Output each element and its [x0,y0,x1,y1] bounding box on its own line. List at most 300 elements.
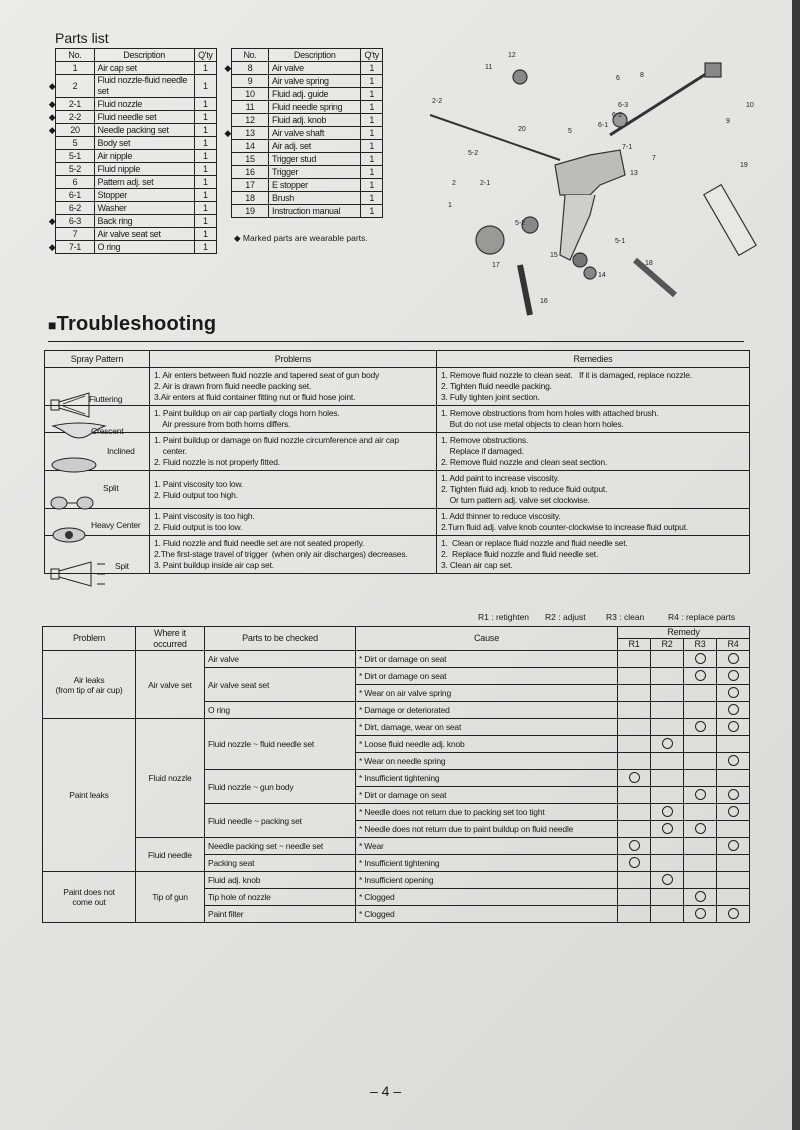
problem-line: 1. Paint viscosity too low. [154,478,244,489]
col-qty: Q'ty [194,49,216,62]
part-description: Fluid nozzle-fluid needle set [94,75,194,98]
remedy-line: Replace if damaged. [441,446,524,456]
parts-row [45,137,217,150]
spray-pattern-cell [45,368,150,406]
remedy-line: 1. Clean or replace fluid nozzle and fluid needle set. [441,538,628,548]
col-no: No. [232,49,269,62]
diagram-callout: 6 [616,75,620,82]
wearable-mark [221,140,232,153]
parts-row [221,205,383,218]
diagram-callout: 13 [630,170,638,177]
parts-row [45,75,217,98]
remedy-r4-cell [717,651,750,668]
problem-line: 3.Air enters at fluid container fitting nut or fluid hose joint. [154,392,356,402]
air-cap-shape [476,226,504,254]
remedy-r1-cell [618,804,651,821]
remedy-circle-icon [662,823,673,834]
part-description: Fluid adj. guide [269,88,361,101]
remedy-r1-cell [618,872,651,889]
part-no: 2 [56,75,94,98]
remedy-r3-cell [684,685,717,702]
spray-pattern-header: Spray Pattern [45,351,150,368]
remedies-cell [437,471,750,509]
parts-row [221,101,383,114]
part-cell: Air valve seat set [205,668,356,702]
wearable-mark [45,176,56,189]
wearable-mark: ◆ [224,127,231,138]
remedy-circle-icon [695,908,706,919]
parts-row [45,228,217,241]
page-edge-shadow [792,0,800,1130]
part-description: Fluid needle spring [269,101,361,114]
wearable-mark [45,189,56,202]
part-description: Brush [269,192,361,205]
remedy-r4-cell [717,770,750,787]
cause-cell: * Dirt or damage on seat [356,668,618,685]
remedy-circle-icon [662,806,673,817]
part-qty: 1 [361,205,383,218]
remedy-r1-cell [618,770,651,787]
cause-row [43,651,750,668]
problems-header: Problems [150,351,437,368]
part-description: Air cap set [94,62,194,75]
remedy-r1-cell [618,787,651,804]
cause-cell: * Needle does not return due to paint buildup on fluid needle [356,821,618,838]
wearable-mark [221,88,232,101]
cause-cell: * Insufficient opening [356,872,618,889]
parts-row [221,140,383,153]
remedies-cell [437,406,750,433]
wearable-mark: ◆ [48,241,56,252]
part-no: 6-3 [56,215,94,228]
diagram-callout: 10 [746,102,754,109]
part-no: 15 [232,153,269,166]
remedy-r4-cell [717,906,750,923]
r1-header: R1 [618,639,651,651]
part-no: 13 [232,127,269,140]
part-description: Back ring [94,215,194,228]
remedy-r1-cell [618,838,651,855]
diagram-callout: 14 [598,272,606,279]
part-qty: 1 [194,62,216,75]
remedy-r3-cell [684,651,717,668]
part-qty: 1 [194,189,216,202]
part-description: Fluid nipple [94,163,194,176]
remedy-r3-cell [684,702,717,719]
parts-row [221,179,383,192]
remedy-r4-cell [717,838,750,855]
remedy-r1-cell [618,855,651,872]
remedy-r2-cell [651,702,684,719]
diagram-callout: 17 [492,262,500,269]
remedy-r2-cell [651,821,684,838]
nipple-shape [573,253,587,267]
remedy-circle-icon [629,840,640,851]
brush-shape [635,260,675,295]
diagram-callout: 6-1 [598,122,609,129]
legend-r1: R1 : retighten [478,612,530,622]
spray-row [45,433,750,471]
remedy-r3-cell [684,906,717,923]
remedy-circle-icon [728,721,739,732]
wearable-mark [221,166,232,179]
cause-cell: * Loose fluid needle adj. knob [356,736,618,753]
diagram-callout: 5-1 [615,238,626,245]
parts-row [221,75,383,88]
gun-handle-shape [560,195,595,260]
part-cell: Fluid nozzle ~ gun body [205,770,356,804]
parts-row [45,150,217,163]
spray-pattern-table [44,350,750,574]
part-description: Trigger [269,166,361,179]
wearable-mark [45,202,56,215]
spray-row [45,509,750,536]
troubleshooting-table [42,626,750,923]
problem-line: 2.The first-stage travel of trigger (when only air discharges) decreases. [154,549,408,559]
remedy-r1-cell [618,651,651,668]
part-qty: 1 [361,75,383,88]
wearable-mark [45,137,56,150]
remedy-circle-icon [728,704,739,715]
remedy-r3-cell [684,736,717,753]
spray-row [45,368,750,406]
problem-cell: Paint leaks [43,719,136,872]
remedy-r1-cell [618,668,651,685]
wearable-mark [45,163,56,176]
part-qty: 1 [194,228,216,241]
wearable-parts-note: ◆ Marked parts are wearable parts. [234,233,368,243]
part-description: Needle packing set [94,124,194,137]
diagram-callout: 1 [448,202,452,209]
wearable-mark [221,205,232,218]
cause-cell: * Insufficient tightening [356,770,618,787]
remedy-line: 1. Add paint to increase viscosity. [441,473,560,483]
rear-shaft-shape [610,65,720,135]
part-cell: Fluid nozzle ~ fluid needle set [205,719,356,770]
remedy-r3-cell [684,787,717,804]
legend-r2: R2 : adjust [545,612,586,622]
spray-pattern-cell [45,433,150,471]
problem-line: 2. Air is drawn from fluid needle packing set. [154,381,312,391]
troubleshooting-title: ■Troubleshooting [48,313,217,335]
problem-line: 2. Fluid output is too low. [154,522,243,532]
remedy-circle-icon [695,721,706,732]
remedies-cell [437,368,750,406]
remedy-circle-icon [695,670,706,681]
remedies-header: Remedies [437,351,750,368]
part-description: Body set [94,137,194,150]
parts-row [221,166,383,179]
remedies-cell [437,433,750,471]
parts-row [45,111,217,124]
remedy-line: 2. Replace fluid nozzle and fluid needle set. [441,549,599,559]
remedy-circle-icon [728,670,739,681]
remedy-circle-icon [728,908,739,919]
problems-cell [150,368,437,406]
remedy-circle-icon [728,806,739,817]
remedy-r4-cell [717,736,750,753]
part-description: Fluid nozzle [94,98,194,111]
spray-row [45,471,750,509]
remedy-line: 1. Add thinner to reduce viscosity. [441,511,561,521]
problem-line: 1. Paint viscosity is too high. [154,511,255,521]
remedy-r2-cell [651,651,684,668]
parts-row [221,127,383,140]
part-no: 5-2 [56,163,94,176]
parts-row [45,215,217,228]
wearable-mark: ◆ [224,62,231,73]
remedy-circle-icon [629,772,640,783]
part-no: 1 [56,62,94,75]
cause-cell: * Dirt or damage on seat [356,787,618,804]
parts-row [45,62,217,75]
remedy-line: Or turn pattern adj. valve set clockwise. [441,495,590,505]
part-description: Air valve [269,62,361,75]
remedy-circle-icon [728,840,739,851]
remedy-r1-cell [618,906,651,923]
remedy-circle-icon [662,738,673,749]
remedy-r1-cell [618,685,651,702]
cause-cell: * Wear on air valve spring [356,685,618,702]
part-no: 11 [232,101,269,114]
diagram-callout: 19 [740,162,748,169]
diagram-callout: 2-1 [480,180,491,187]
part-qty: 1 [194,98,216,111]
part-no: 2-1 [56,98,94,111]
part-description: Instruction manual [269,205,361,218]
part-no: 17 [232,179,269,192]
cause-row [43,872,750,889]
remedy-r4-cell [717,889,750,906]
remedy-r2-cell [651,719,684,736]
where-cell: Fluid nozzle [136,719,205,838]
col-description: Description [94,49,194,62]
remedy-line: 3. Clean air cap set. [441,560,513,570]
part-no: 5 [56,137,94,150]
wearable-mark [221,75,232,88]
remedy-r2-cell [651,770,684,787]
wearable-mark [221,101,232,114]
part-cell: Fluid needle ~ packing set [205,804,356,838]
part-no: 2-2 [56,111,94,124]
part-no: 16 [232,166,269,179]
remedy-r1-cell [618,889,651,906]
remedy-r2-cell [651,736,684,753]
problem-header: Problem [43,627,136,651]
part-no: 7 [56,228,94,241]
part-qty: 1 [361,192,383,205]
part-description: Air nipple [94,150,194,163]
parts-list-title: Parts list [55,30,109,46]
part-qty: 1 [361,166,383,179]
part-description: Stopper [94,189,194,202]
part-description: Trigger stud [269,153,361,166]
problem-line: 1. Paint buildup on air cap partially clogs horn holes. [154,408,340,418]
parts-row [45,163,217,176]
remedy-r1-cell [618,702,651,719]
parts-row [45,124,217,137]
remedy-r4-cell [717,855,750,872]
part-no: 14 [232,140,269,153]
remedy-circle-icon [728,687,739,698]
trigger-shape [520,265,530,315]
remedy-line: 3. Fully tighten joint section. [441,392,540,402]
remedy-r3-cell [684,872,717,889]
wearable-mark [45,228,56,241]
problems-cell [150,509,437,536]
remedy-r3-cell [684,804,717,821]
part-qty: 1 [194,163,216,176]
col-no: No. [56,49,94,62]
problem-line: Air pressure from both horns differs. [154,419,291,429]
diagram-callout: 15 [550,252,558,259]
cause-cell: * Wear [356,838,618,855]
remedy-circle-icon [695,653,706,664]
remedies-cell [437,536,750,574]
spray-row [45,406,750,433]
wearable-mark [221,114,232,127]
cause-cell: * Needle does not return due to packing set too tight [356,804,618,821]
remedy-r1-cell [618,821,651,838]
spray-pattern-cell [45,509,150,536]
pattern-name: Heavy Center [91,520,141,530]
part-description: Air valve shaft [269,127,361,140]
problem-line: 3. Paint buildup inside air cap set. [154,560,274,570]
parts-row [45,98,217,111]
cause-cell: * Damage or deteriorated [356,702,618,719]
col-description: Description [269,49,361,62]
manual-shape [704,185,756,256]
spray-pattern-cell [45,471,150,509]
remedy-r4-cell [717,685,750,702]
remedy-header: Remedy [618,627,750,639]
legend-r4: R4 : replace parts [668,612,736,622]
problem-line: 1. Air enters between fluid nozzle and tapered seat of gun body [154,370,380,380]
remedy-r2-cell [651,668,684,685]
diagram-callout: 9 [726,118,730,125]
part-qty: 1 [194,75,216,98]
remedy-r3-cell [684,821,717,838]
diagram-callout: 8 [640,72,644,79]
remedy-r2-cell [651,838,684,855]
problem-cell: Paint does not come out [43,872,136,923]
part-cell: Paint filter [205,906,356,923]
parts-row [45,189,217,202]
remedy-circle-icon [728,653,739,664]
pattern-name: Inclined [107,446,135,456]
remedy-r2-cell [651,855,684,872]
parts-row [221,153,383,166]
remedy-r3-cell [684,770,717,787]
spray-gun-exploded-diagram [390,45,760,325]
diagram-callout: 20 [518,126,526,133]
part-description: O ring [94,241,194,254]
remedy-line: But do not use metal objects to clean horn holes. [441,419,624,429]
part-qty: 1 [194,124,216,137]
remedy-circle-icon [728,755,739,766]
wearable-mark: ◆ [48,80,56,91]
part-no: 6-1 [56,189,94,202]
remedy-circle-icon [695,823,706,834]
parts-row [221,192,383,205]
part-qty: 1 [194,215,216,228]
part-no: 6 [56,176,94,189]
wearable-mark [221,192,232,205]
remedy-circle-icon [728,789,739,800]
remedy-r4-cell [717,787,750,804]
wearable-mark: ◆ [48,124,56,135]
remedy-r2-cell [651,872,684,889]
part-qty: 1 [194,241,216,254]
problems-cell [150,406,437,433]
remedy-r4-cell [717,702,750,719]
title-rule [48,341,744,342]
part-cell: Tip hole of nozzle [205,889,356,906]
remedy-r2-cell [651,685,684,702]
parts-row [221,114,383,127]
part-cell: Air valve [205,651,356,668]
part-qty: 1 [361,140,383,153]
remedy-r3-cell [684,889,717,906]
problem-cell: Air leaks (from tip of air cup) [43,651,136,719]
remedy-r4-cell [717,872,750,889]
part-qty: 1 [194,111,216,124]
part-cell: Fluid adj. knob [205,872,356,889]
part-no: 9 [232,75,269,88]
part-qty: 1 [194,176,216,189]
part-description: Fluid adj. knob [269,114,361,127]
remedy-r4-cell [717,668,750,685]
problem-line: center. [154,446,187,456]
remedy-r2-cell [651,889,684,906]
diagram-callout: 6-3 [618,102,629,109]
cause-cell: * Dirt or damage on seat [356,651,618,668]
pattern-name: Spit [115,561,129,571]
parts-row [45,241,217,254]
stud-shape [584,267,596,279]
diagram-callout: 2 [452,180,456,187]
part-description: Air adj. set [269,140,361,153]
problem-line: 1. Paint buildup or damage on fluid nozzle circumference and air cap [154,435,399,445]
cause-cell: * Clogged [356,889,618,906]
remedy-r1-cell [618,753,651,770]
part-qty: 1 [361,62,383,75]
remedy-r2-cell [651,906,684,923]
remedy-circle-icon [695,789,706,800]
diagram-callout: 16 [540,298,548,305]
remedies-cell [437,509,750,536]
part-no: 8 [232,62,269,75]
pattern-name: Fluttering [89,394,123,404]
remedy-line: 2. Remove fluid nozzle and clean seat section. [441,457,608,467]
part-no: 10 [232,88,269,101]
where-header: Where it occurred [136,627,205,651]
knob-12-shape [513,70,527,84]
problem-line: 2. Fluid output too high. [154,489,238,500]
where-cell: Fluid needle [136,838,205,872]
problems-cell [150,471,437,509]
cause-header: Cause [356,627,618,651]
part-no: 6-2 [56,202,94,215]
legend-r3: R3 : clean [606,612,645,622]
part-qty: 1 [361,153,383,166]
parts-table-left [45,48,217,254]
remedy-circle-icon [695,891,706,902]
part-qty: 1 [361,179,383,192]
problems-cell [150,433,437,471]
remedy-r4-cell [717,821,750,838]
wearable-mark: ◆ [48,98,56,109]
